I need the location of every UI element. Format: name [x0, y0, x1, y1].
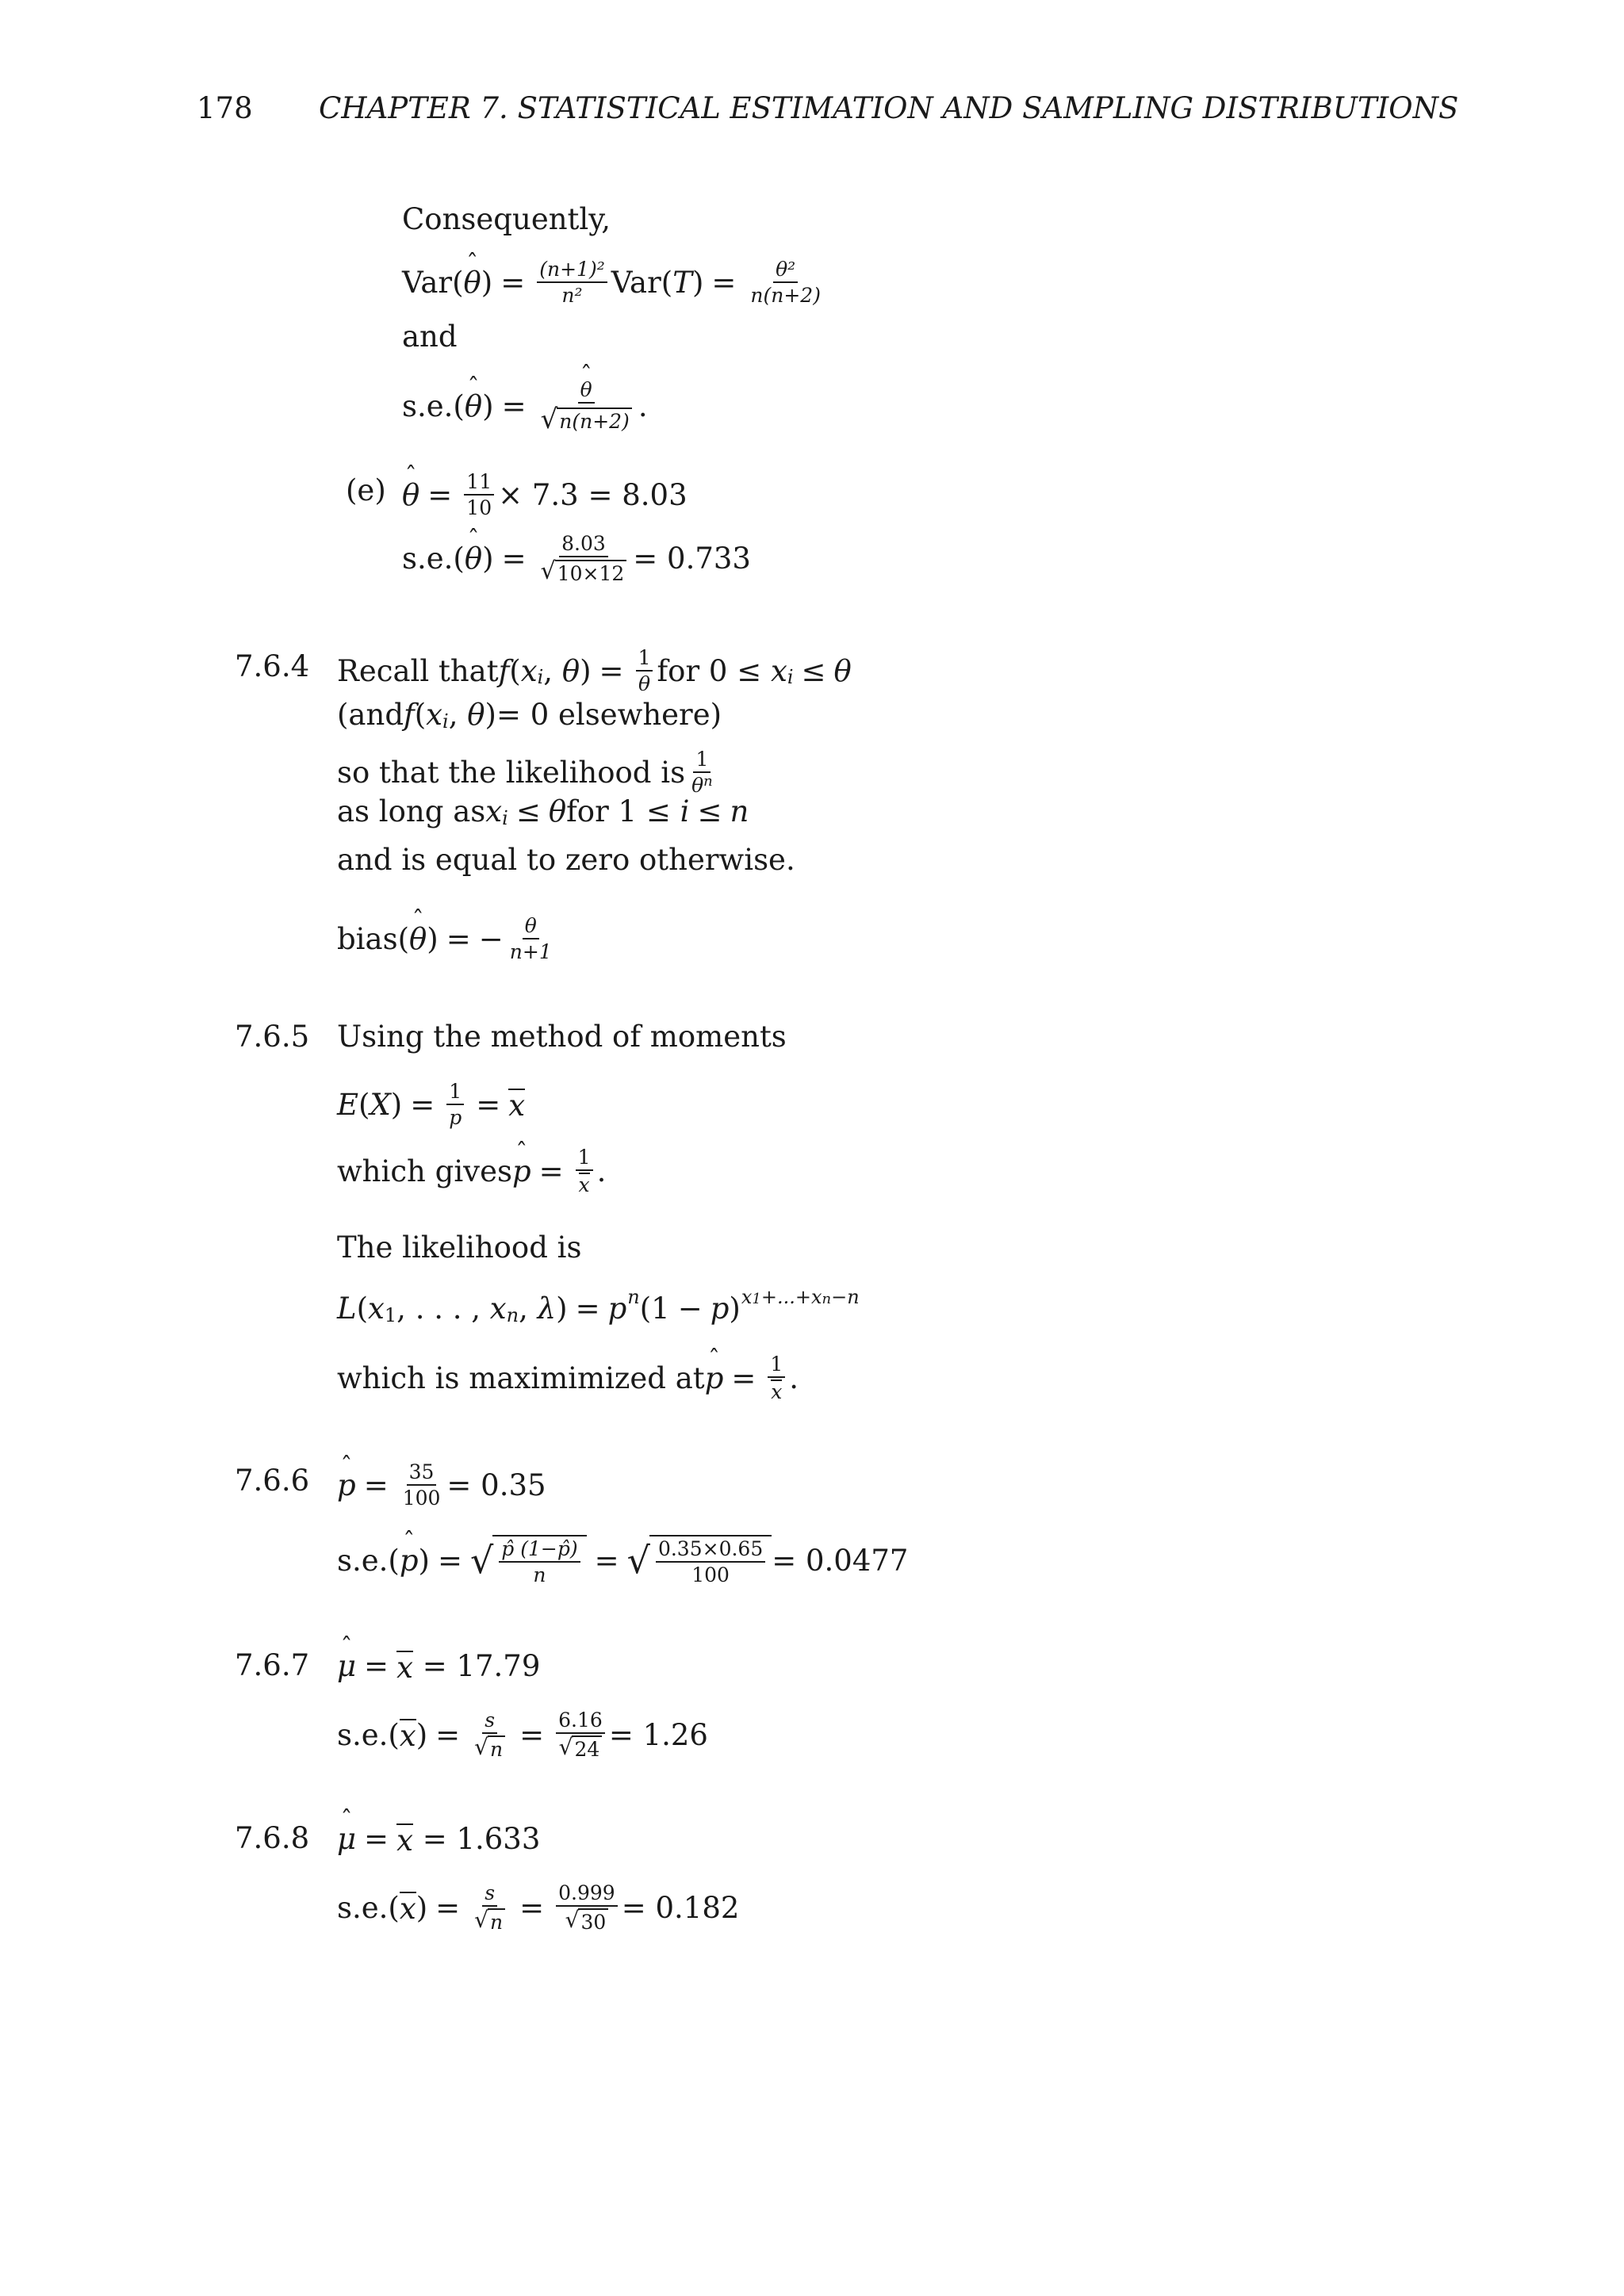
page-number: 178 — [197, 91, 253, 125]
se-xbar-equation-1: s.e.( x ) = s √ n = 6.16 √ 24 = 1.26 — [337, 1709, 708, 1761]
se-theta-equation: s.e.( θ ˆ ) = θ ˆ √ n(n+2) . — [402, 379, 648, 434]
likelihood-is-text: The likelihood is — [337, 1230, 582, 1265]
part-e-label: (e) — [346, 473, 386, 507]
zero-otherwise-line: and is equal to zero otherwise. — [337, 843, 795, 877]
likelihood-equation: L ( x 1 , . . . , x n , λ ) = p n (1 − p ) x1+...+xn−n — [337, 1285, 860, 1326]
p-hat-equation: p ˆ = $\frac{35}{100}$ = 0.35 — [337, 1461, 546, 1509]
problem-number-7-6-4: 7.6.4 — [235, 649, 310, 683]
mu-hat-equation-1: μ ˆ = x = 17.79 — [337, 1651, 540, 1682]
running-title: CHAPTER 7. STATISTICAL ESTIMATION AND SAMPLING DISTRIBUTIONS — [319, 91, 1459, 125]
bias-equation: bias( θ ˆ ) = − $\frac{\theta}{n+1}$ — [337, 915, 558, 962]
condition-line: as long as x i ≤ θ for 1 ≤ i ≤ n — [337, 794, 749, 829]
theta-estimate-equation: θ ˆ = $\frac{11}{10}$ × 7.3 = 8.03 — [402, 471, 688, 519]
se-theta-value-equation: s.e.( θ ˆ ) = 8.03 √ 10×12 = 0.733 — [402, 533, 751, 584]
recall-line: Recall that f ( x i , θ ) = $\frac{1}{\theta}$ for 0 ≤ x i ≤ θ — [337, 646, 852, 695]
se-p-hat-equation: s.e.( p ˆ ) = √ $\frac{p̂ (1-p̂)}{n}$ = √ $\frac{0.35\times 0.65}{100}$ = 0.0477 — [337, 1535, 908, 1586]
problem-number-7-6-6: 7.6.6 — [235, 1464, 310, 1498]
moments-line: Using the method of moments — [337, 1020, 787, 1054]
maximized-line: which is maximimized at p ˆ = $\frac{1}{x}$ . — [337, 1353, 799, 1402]
consequently-text: Consequently, — [402, 202, 611, 236]
problem-number-7-6-7: 7.6.7 — [235, 1648, 310, 1682]
se-xbar-equation-2: s.e.( x ) = s √ n = 0.999 √ 30 = 0.182 — [337, 1881, 740, 1934]
var-theta-equation: Var( θ ˆ ) = $\frac{\text{(n+1)²}}{\text{n²}}$ Var( T ) = $\frac{\text{θ²}}{n(n+2)}$ — [402, 258, 827, 306]
and-text: and — [402, 320, 458, 354]
elsewhere-line: (and f ( x i , θ ) = 0 elsewhere) — [337, 698, 722, 733]
problem-number-7-6-8: 7.6.8 — [235, 1821, 310, 1855]
se-theta-fraction: θ ˆ √ n(n+2) — [538, 379, 634, 434]
var-coefficient-fraction: $\frac{\text{(n+1)²}}{\text{n²}}$ — [537, 258, 607, 306]
likelihood-line: so that the likelihood is $\frac{1}{\theta^n}$ — [337, 748, 713, 797]
var-result-fraction: $\frac{\text{θ²}}{n(n+2)}$ — [750, 258, 821, 307]
expectation-equation: E ( X ) = $\frac{1}{p}$ = x — [337, 1080, 526, 1129]
which-gives-line: which gives p ˆ = $\frac{1}{x}$ . — [337, 1146, 606, 1196]
mu-hat-equation-2: μ ˆ = x = 1.633 — [337, 1823, 540, 1854]
problem-number-7-6-5: 7.6.5 — [235, 1020, 310, 1054]
